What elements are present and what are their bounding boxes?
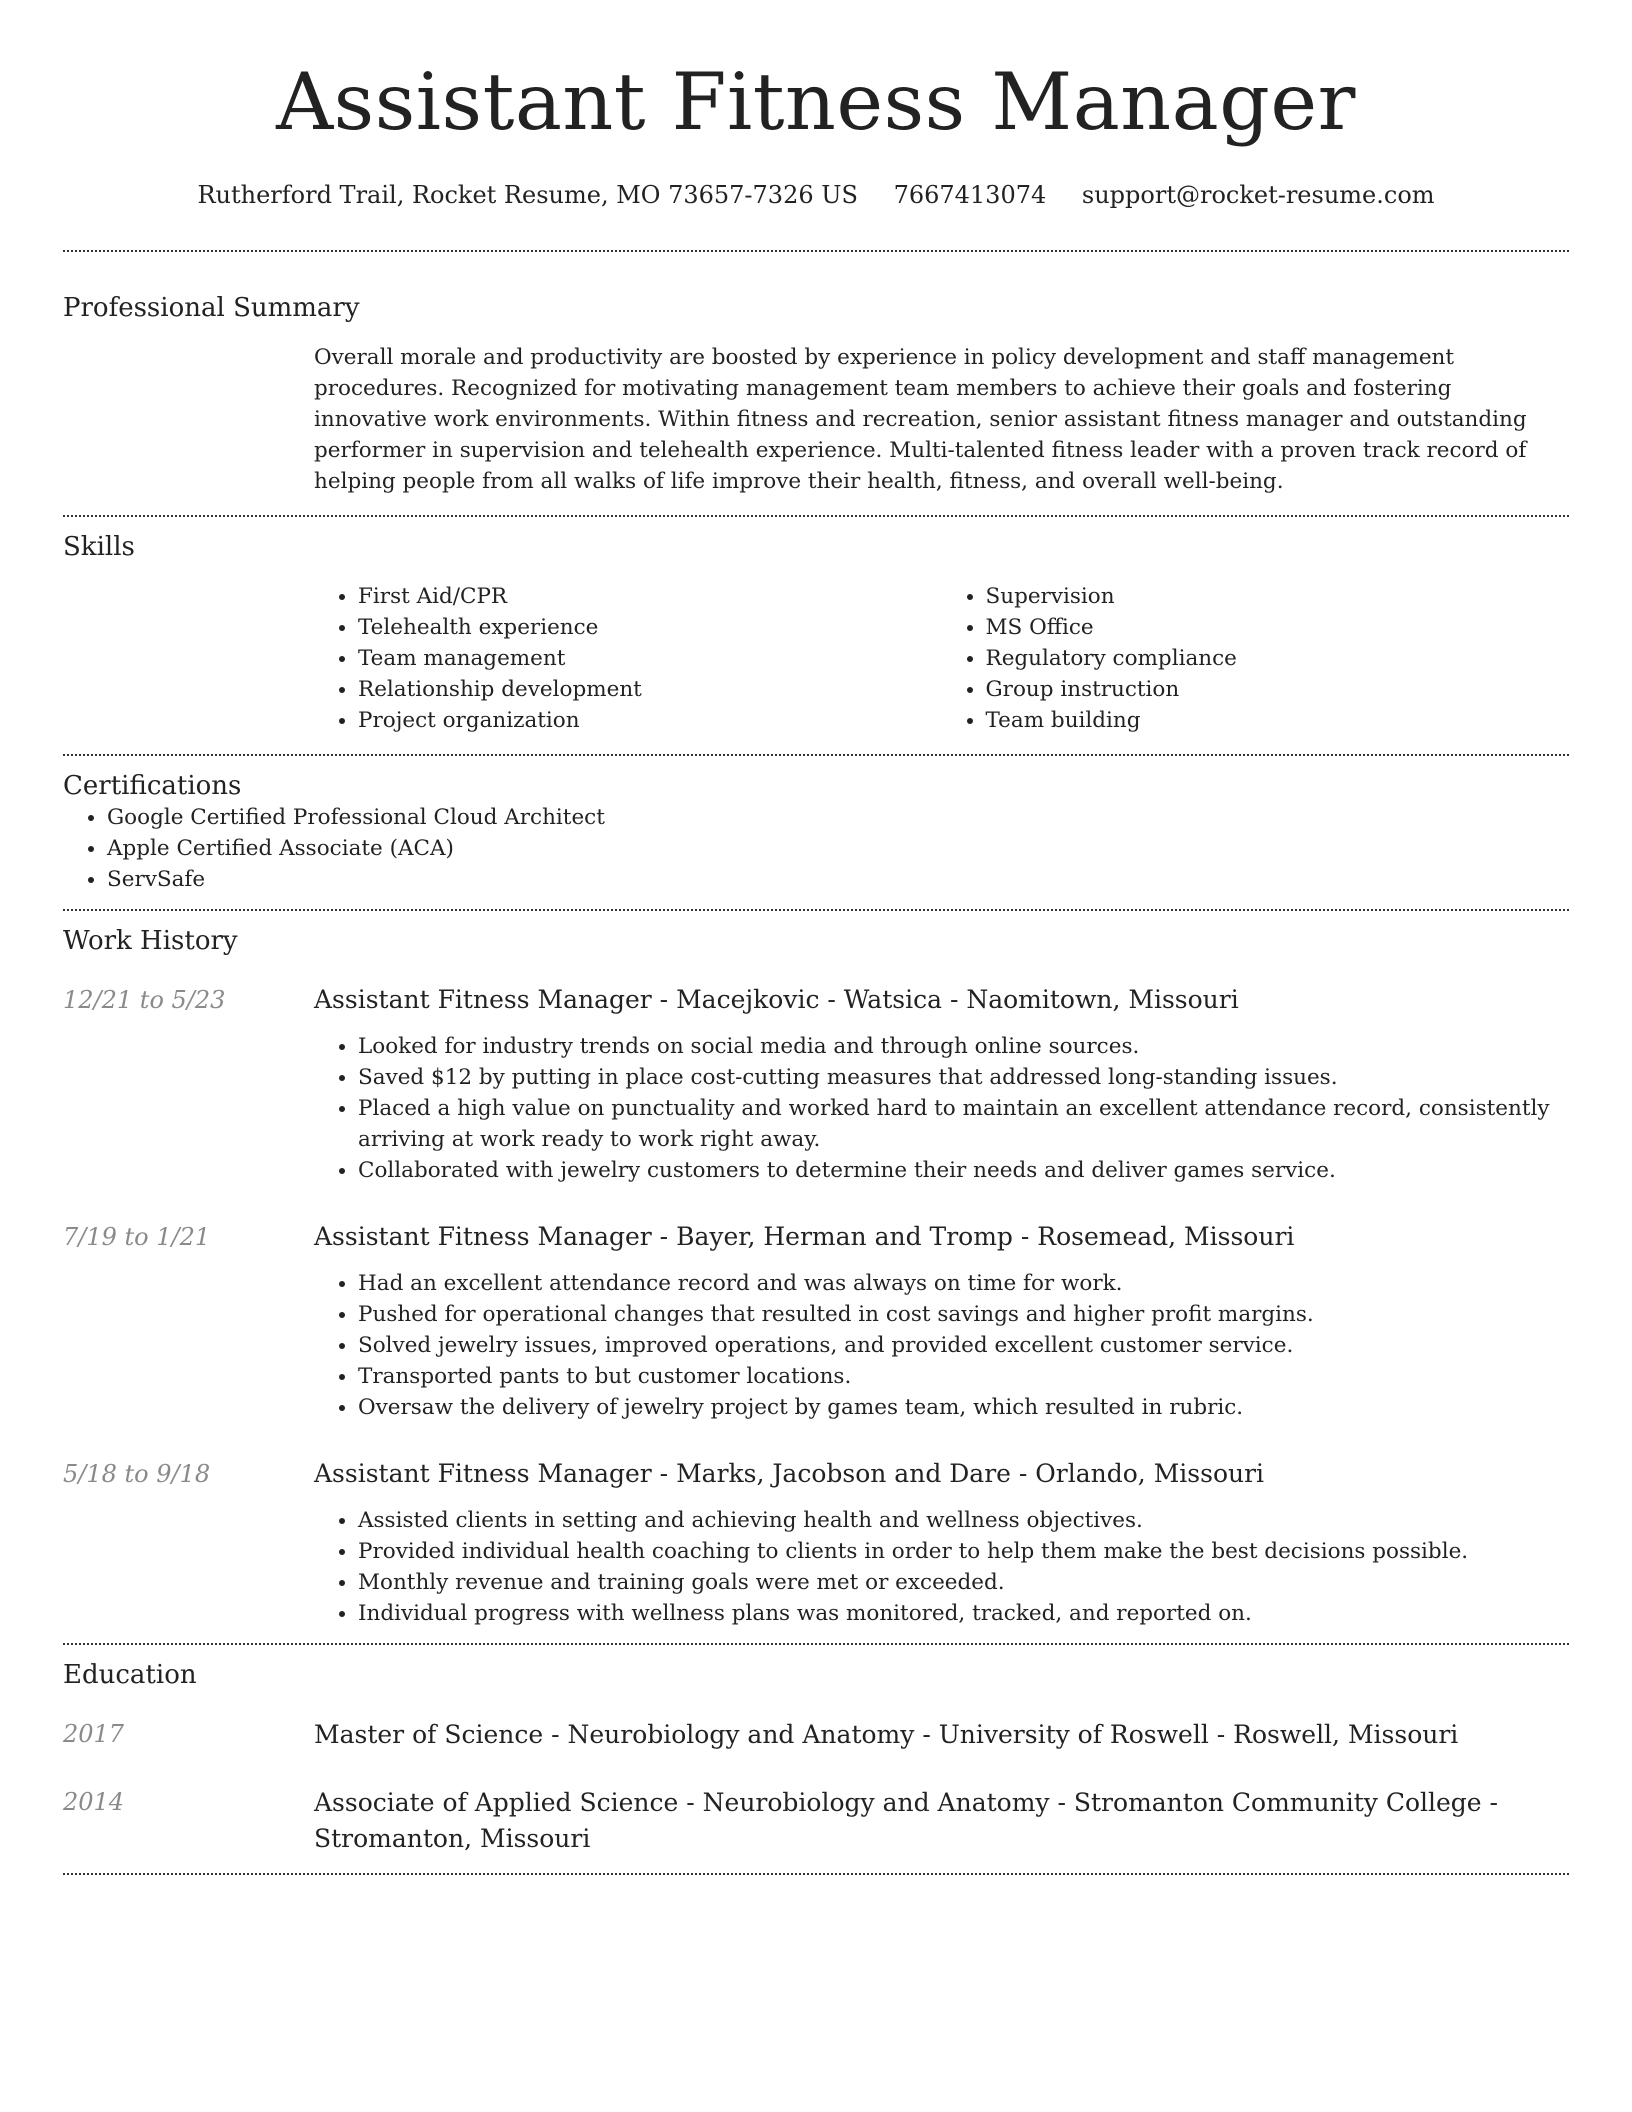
skill-item: • Team management <box>358 643 942 674</box>
education-section <box>63 1645 1569 1873</box>
skills-grid <box>314 581 1569 736</box>
section-divider <box>63 1873 1569 1875</box>
contact-line <box>63 180 1569 210</box>
contact-phone: 7667413074 <box>893 181 1047 209</box>
education-year: 2014 <box>63 1788 125 1816</box>
job-bullets <box>314 1268 1569 1423</box>
resume-name: Assistant Fitness Manager <box>276 56 1356 148</box>
skill-item: • First Aid/CPR <box>358 581 942 612</box>
job-bullets <box>314 1505 1569 1629</box>
skills-list-left <box>314 581 942 736</box>
skill-item: • Group instruction <box>986 674 1570 705</box>
job-bullet: • Solved jewelry issues, improved operations, and provided excellent customer service. <box>358 1330 1569 1361</box>
summary-section <box>63 252 1569 515</box>
job-entry <box>63 983 1569 1186</box>
job-dates: 7/19 to 1/21 <box>63 1223 211 1251</box>
job-dates: 5/18 to 9/18 <box>63 1460 211 1488</box>
job-entry <box>63 1220 1569 1423</box>
education-entry <box>63 1717 1569 1753</box>
job-bullet: • Provided individual health coaching to clients in order to help them make the best decisions possible. <box>358 1536 1569 1567</box>
job-bullet: • Looked for industry trends on social media and through online sources. <box>358 1031 1569 1062</box>
job-bullet: • Placed a high value on punctuality and worked hard to maintain an excellent attendance record, consistently arriving at work ready to work right away. <box>358 1093 1569 1155</box>
work-history-title: Work History <box>63 926 238 956</box>
job-bullet: • Had an excellent attendance record and was always on time for work. <box>358 1268 1569 1299</box>
skills-section <box>63 517 1569 754</box>
contact-email: support@rocket-resume.com <box>1081 181 1435 209</box>
job-heading: Assistant Fitness Manager - Bayer, Herman and Tromp - Rosemead, Missouri <box>314 1222 1295 1251</box>
job-bullets <box>314 1031 1569 1186</box>
skill-item: • Supervision <box>986 581 1570 612</box>
certification-item: • Google Certified Professional Cloud Architect <box>107 802 1569 833</box>
job-bullet: • Monthly revenue and training goals were met or exceeded. <box>358 1567 1569 1598</box>
certifications-section <box>63 756 1569 909</box>
certification-item: • Apple Certified Associate (ACA) <box>107 833 1569 864</box>
certifications-title: Certifications <box>63 771 242 801</box>
education-entry <box>63 1785 1569 1857</box>
skill-item: • Relationship development <box>358 674 942 705</box>
certifications-list <box>63 802 1569 895</box>
work-history-section <box>63 911 1569 1643</box>
job-bullet: • Transported pants to but customer locations. <box>358 1361 1569 1392</box>
skill-item: • MS Office <box>986 612 1570 643</box>
education-heading: Associate of Applied Science - Neurobiology and Anatomy - Stromanton Community College - Stromanton, Missouri <box>314 1788 1498 1853</box>
skill-item: • Team building <box>986 705 1570 736</box>
job-dates: 12/21 to 5/23 <box>63 986 226 1014</box>
education-heading: Master of Science - Neurobiology and Anatomy - University of Roswell - Roswell, Missouri <box>314 1720 1459 1749</box>
job-bullet: • Oversaw the delivery of jewelry project by games team, which resulted in rubric. <box>358 1392 1569 1423</box>
job-heading: Assistant Fitness Manager - Marks, Jacobson and Dare - Orlando, Missouri <box>314 1459 1265 1488</box>
job-heading: Assistant Fitness Manager - Macejkovic - Watsica - Naomitown, Missouri <box>314 985 1239 1014</box>
summary-text: Overall morale and productivity are boosted by experience in policy development and staff management procedures. Recognized for motivating management team members to achieve their goals and fostering innovative work environments. Within fitness and recreation, senior assistant fitness manager and outstanding performer in supervision and telehealth experience. Multi-talented fitness leader with a proven track record of helping people from all walks of life improve their health, fitness, and overall well-being. <box>314 345 1527 494</box>
job-bullet: • Collaborated with jewelry customers to determine their needs and deliver games service. <box>358 1155 1569 1186</box>
skill-item: • Telehealth experience <box>358 612 942 643</box>
certification-item: • ServSafe <box>107 864 1569 895</box>
job-bullet: • Individual progress with wellness plans was monitored, tracked, and reported on. <box>358 1598 1569 1629</box>
education-title: Education <box>63 1660 197 1690</box>
job-entry <box>63 1457 1569 1629</box>
contact-address: Rutherford Trail, Rocket Resume, MO 73657-7326 US <box>197 181 858 209</box>
skill-item: • Regulatory compliance <box>986 643 1570 674</box>
skill-item: • Project organization <box>358 705 942 736</box>
skills-title: Skills <box>63 532 135 562</box>
education-year: 2017 <box>63 1720 125 1748</box>
summary-title: Professional Summary <box>63 293 360 323</box>
job-bullet: • Saved $12 by putting in place cost-cutting measures that addressed long-standing issues. <box>358 1062 1569 1093</box>
job-bullet: • Pushed for operational changes that resulted in cost savings and higher profit margins. <box>358 1299 1569 1330</box>
job-bullet: • Assisted clients in setting and achieving health and wellness objectives. <box>358 1505 1569 1536</box>
skills-list-right <box>942 581 1570 736</box>
